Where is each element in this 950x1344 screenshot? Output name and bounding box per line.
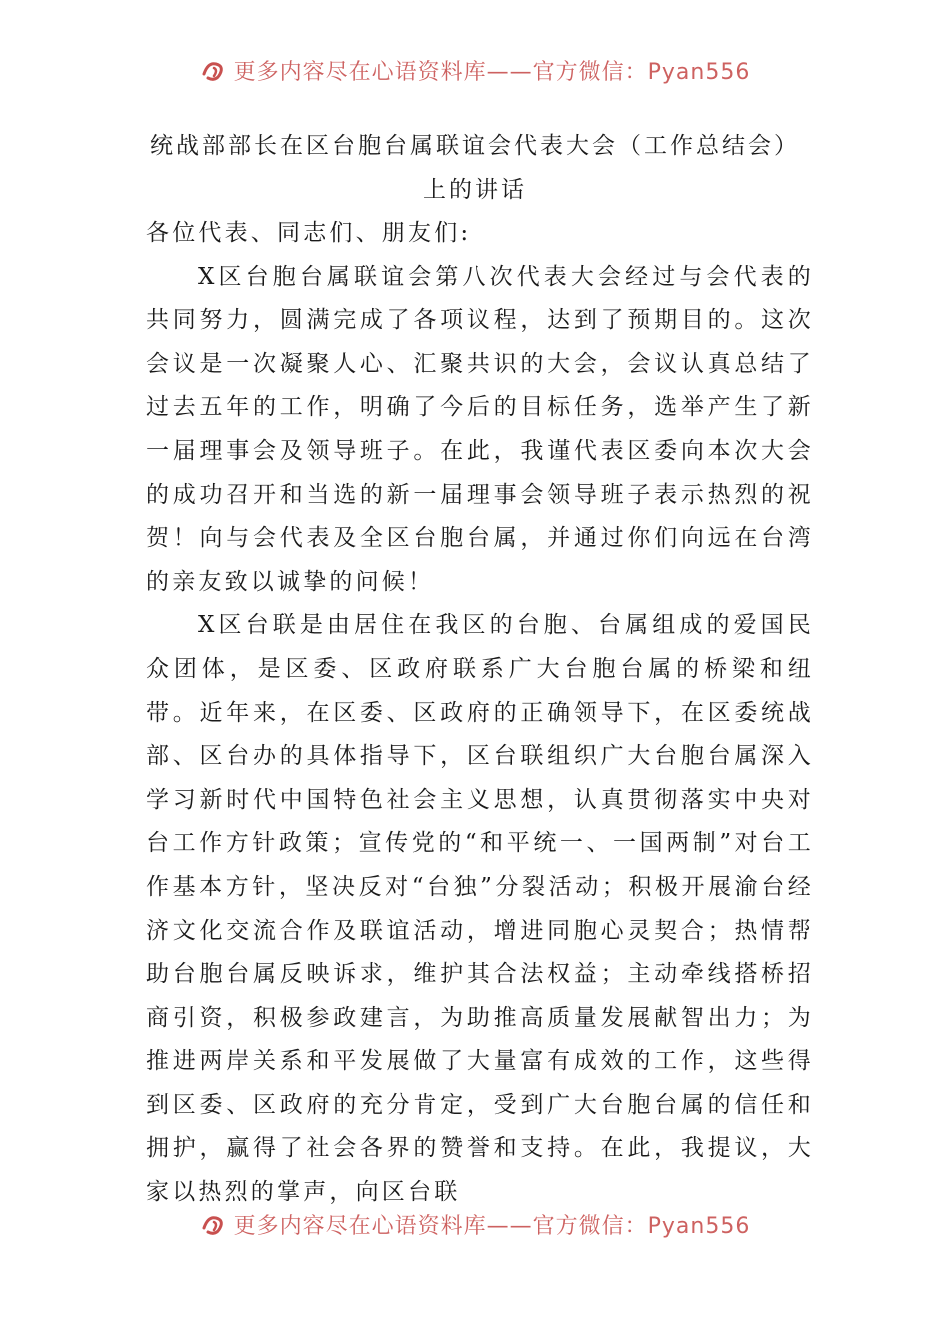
paragraph-2: X区台联是由居住在我区的台胞、台属组成的爱国民众团体，是区委、区政府联系广大台胞台属的桥梁和纽带。近年来，在区委、区政府的正确领导下，在区委统战部、区台办的具体指导下，区台联组织广大台胞台属深入学习新时代中国特色社会主义思想，认真贯彻落实中央对台工作方针政策；宣传党的“和平统一、一国两制”对台工作基本方针，坚决反对“台独”分裂活动；积极开展渝台经济文化交流合作及联谊活动，增进同胞心灵契合；热情帮助台胞台属反映诉求，维护其合法权益；主动牵线搭桥招商引资，积极参政建言，为助推高质量发展献智出力；为推进两岸关系和平发展做了大量富有成效的工作，这些得到区委、区政府的充分肯定，受到广大台胞台属的信任和拥护，赢得了社会各界的赞誉和支持。在此，我提议，大家以热烈的掌声，向区台联	[146, 612, 814, 1206]
watermark-logo-icon	[200, 56, 228, 84]
watermark-text: 更多内容尽在心语资料库——官方微信：Pyan556	[233, 1213, 751, 1239]
footer-watermark	[0, 1206, 950, 1242]
document-title-line1: 统战部部长在区台胞台属联谊会代表大会（工作总结会）	[150, 133, 800, 159]
header-watermark	[0, 52, 950, 88]
watermark-text: 更多内容尽在心语资料库——官方微信：Pyan556	[233, 59, 751, 85]
document-body	[146, 212, 814, 1215]
document-title-line2: 上的讲话	[423, 177, 527, 203]
salutation: 各位代表、同志们、朋友们:	[146, 220, 472, 246]
paragraph-1: X区台胞台属联谊会第八次代表大会经过与会代表的共同努力，圆满完成了各项议程，达到了预期目的。这次会议是一次凝聚人心、汇聚共识的大会，会议认真总结了过去五年的工作，明确了今后的目标任务，选举产生了新一届理事会及领导班子。在此，我谨代表区委向本次大会的成功召开和当选的新一届理事会领导班子表示热烈的祝贺！向与会代表及全区台胞台属，并通过你们向远在台湾的亲友致以诚挚的问候！	[146, 263, 814, 595]
watermark-logo-icon	[200, 1210, 228, 1238]
